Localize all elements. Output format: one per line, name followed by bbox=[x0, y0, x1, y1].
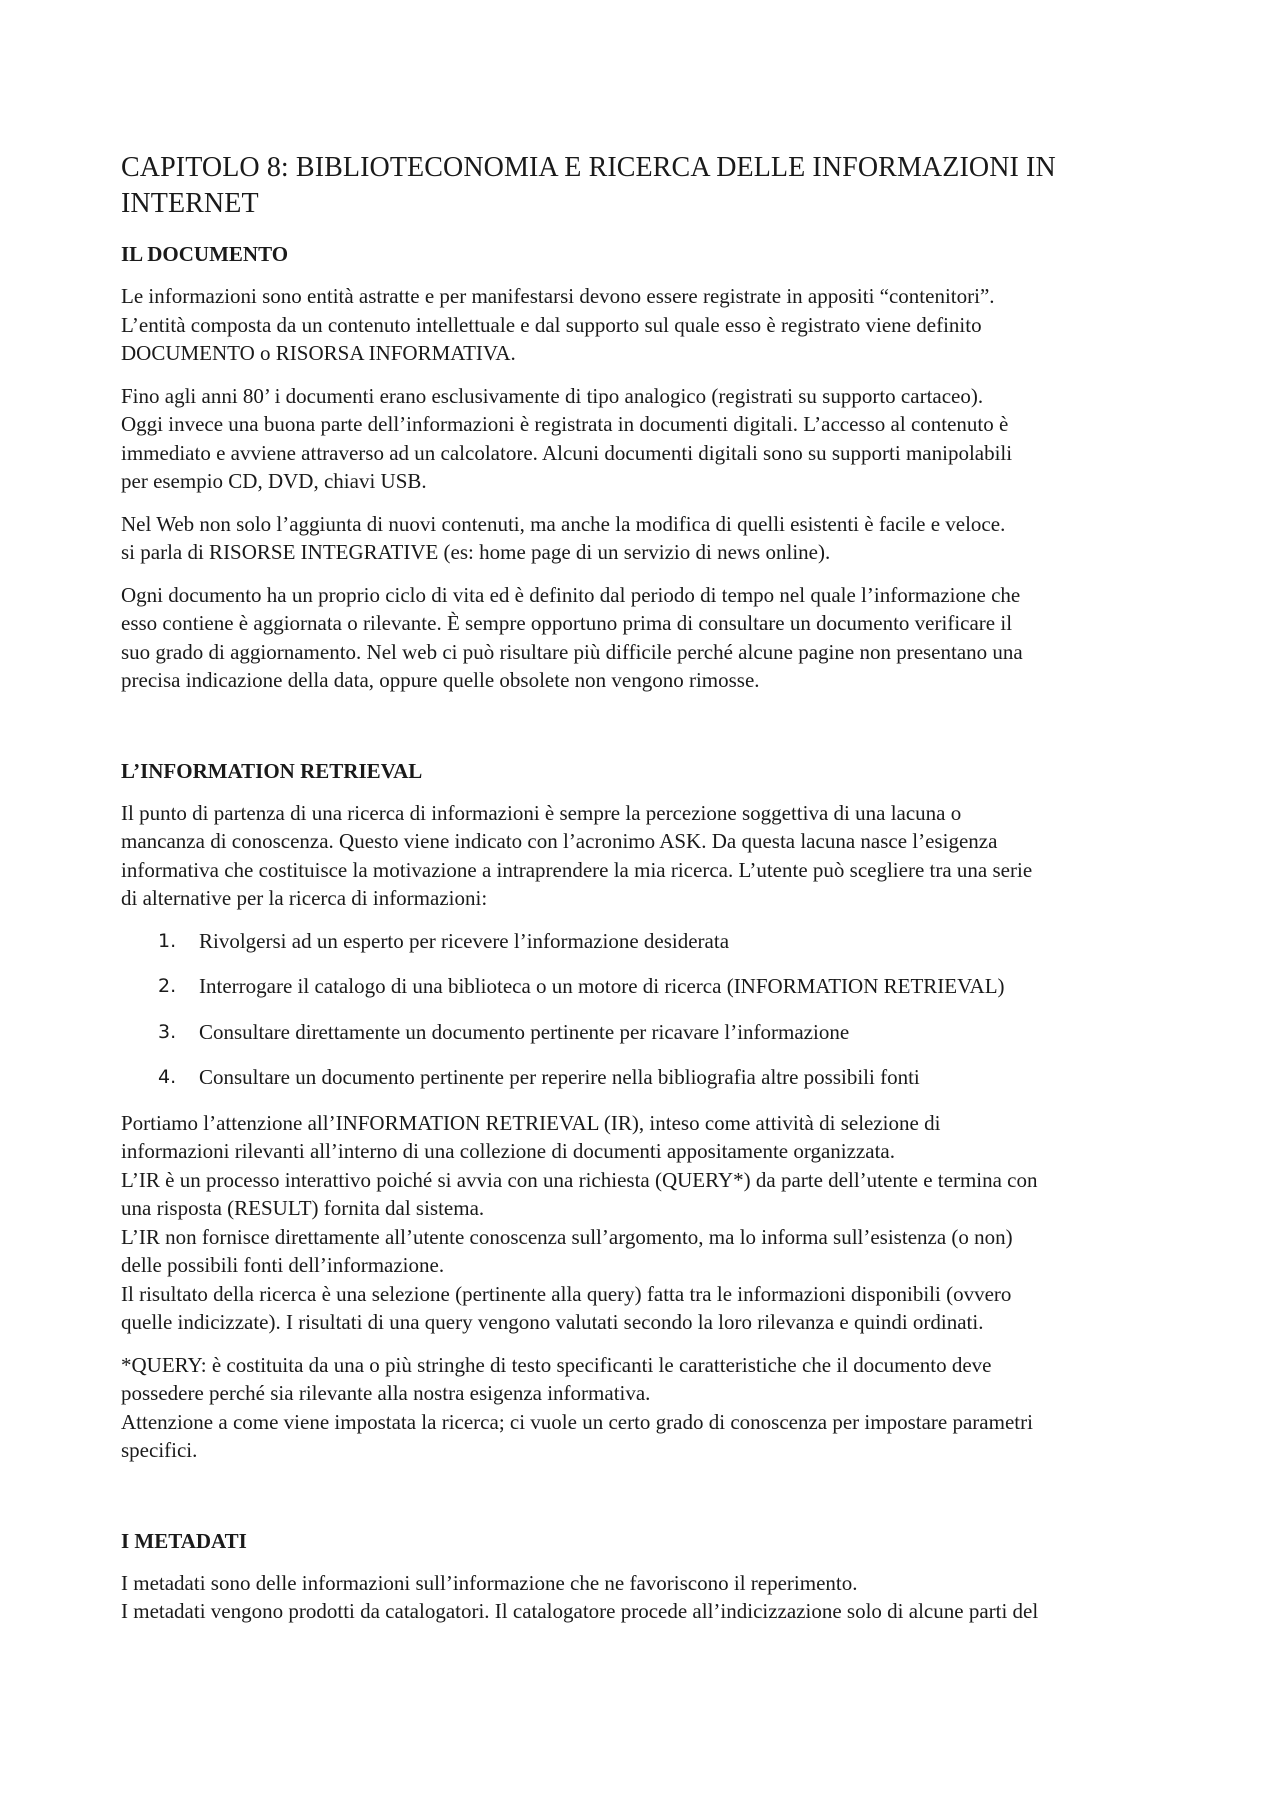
list-number: 1. bbox=[158, 929, 177, 952]
text-line: di alternative per la ricerca di informazioni: bbox=[121, 886, 488, 910]
paragraph bbox=[121, 282, 1181, 368]
section-heading-metadati: I METADATI bbox=[121, 1528, 247, 1553]
document-page bbox=[121, 150, 1181, 1640]
text-line: Nel Web non solo l’aggiunta di nuovi contenuti, ma anche la modifica di quelli esistenti è facile e veloce. bbox=[121, 511, 1006, 536]
text-line: possedere perché sia rilevante alla nostra esigenza informativa. bbox=[121, 1381, 651, 1405]
text-line: I metadati vengono prodotti da catalogatori. Il catalogatore procede all’indicizzazione solo di alcune parti del bbox=[121, 1599, 1039, 1623]
list-item bbox=[121, 1063, 1181, 1092]
text-line: per esempio CD, DVD, chiavi USB. bbox=[121, 469, 427, 493]
list-item bbox=[121, 972, 1181, 1001]
text-line: esso contiene è aggiornata o rilevante. È sempre opportuno prima di consultare un documento verificare il bbox=[121, 611, 1013, 635]
text-line: quelle indicizzate). I risultati di una query vengono valutati secondo la loro rilevanza e quindi ordinati. bbox=[121, 1310, 984, 1334]
chapter-title: CAPITOLO 8: BIBLIOTECONOMIA E RICERCA DELLE INFORMAZIONI IN INTERNET bbox=[121, 152, 1056, 219]
list-number: 4. bbox=[158, 1066, 177, 1088]
text-line: L’entità composta da un contenuto intellettuale e dal supporto sul quale esso è registrato viene definito bbox=[121, 312, 982, 337]
list-number: 2. bbox=[158, 975, 177, 997]
list-item-text: Interrogare il catalogo di una biblioteca o un motore di ricerca (INFORMATION RETRIEVAL) bbox=[199, 974, 1005, 998]
text-line: Fino agli anni 80’ i documenti erano esclusivamente di tipo analogico (registrati su supporto cartaceo). bbox=[121, 383, 984, 408]
text-line: delle possibili fonti dell’informazione. bbox=[121, 1253, 445, 1277]
list-number: 3. bbox=[158, 1020, 177, 1043]
section-heading-documento: IL DOCUMENTO bbox=[121, 242, 289, 266]
text-line: L’IR non fornisce direttamente all’utente conoscenza sull’argomento, ma lo informa sull’esistenza (o non) bbox=[121, 1224, 1013, 1249]
list-item bbox=[121, 927, 1181, 956]
list-item-text: Rivolgersi ad un esperto per ricevere l’informazione desiderata bbox=[199, 928, 730, 953]
text-line: informativa che costituisce la motivazione a intraprendere la mia ricerca. L’utente può scegliere tra una serie bbox=[121, 857, 1033, 882]
text-line: Il risultato della ricerca è una selezione (pertinente alla query) fatta tra le informazioni disponibili (ovvero bbox=[121, 1281, 1012, 1306]
list-item-text: Consultare direttamente un documento pertinente per ricavare l’informazione bbox=[199, 1019, 850, 1044]
text-line: suo grado di aggiornamento. Nel web ci può risultare più difficile perché alcune pagine non presentano una bbox=[121, 639, 1023, 664]
text-line: I metadati sono delle informazioni sull’informazione che ne favoriscono il reperimento. bbox=[121, 1570, 858, 1595]
text-line: Portiamo l’attenzione all’INFORMATION RETRIEVAL (IR), inteso come attività di selezione di bbox=[121, 1110, 941, 1135]
text-line: Attenzione a come viene impostata la ricerca; ci vuole un certo grado di conoscenza per impostare parametri bbox=[121, 1409, 1033, 1434]
paragraph bbox=[121, 1109, 1181, 1337]
text-line: Le informazioni sono entità astratte e per manifestarsi devono essere registrate in appositi “contenitori”. bbox=[121, 284, 995, 308]
text-line: DOCUMENTO o RISORSA INFORMATIVA. bbox=[121, 341, 516, 365]
text-line: Ogni documento ha un proprio ciclo di vita ed è definito dal periodo di tempo nel quale l’informazione che bbox=[121, 582, 1021, 607]
paragraph bbox=[121, 382, 1181, 496]
text-line: si parla di RISORSE INTEGRATIVE (es: home page di un servizio di news online). bbox=[121, 540, 831, 564]
text-line: mancanza di conoscenza. Questo viene indicato con l’acronimo ASK. Da questa lacuna nasce l’esigenza bbox=[121, 829, 998, 853]
text-line: Oggi invece una buona parte dell’informazioni è registrata in documenti digitali. L’accesso al contenuto è bbox=[121, 412, 1009, 436]
alternatives-list bbox=[121, 927, 1181, 1092]
paragraph bbox=[121, 510, 1181, 567]
paragraph bbox=[121, 1569, 1181, 1626]
paragraph bbox=[121, 799, 1181, 913]
text-line: *QUERY: è costituita da una o più stringhe di testo specificanti le caratteristiche che il documento deve bbox=[121, 1352, 992, 1377]
paragraph bbox=[121, 581, 1181, 695]
text-line: informazioni rilevanti all’interno di una collezione di documenti appositamente organizzata. bbox=[121, 1139, 896, 1163]
text-line: immediato e avviene attraverso ad un calcolatore. Alcuni documenti digitali sono su supporti manipolabili bbox=[121, 440, 1013, 465]
text-line: precisa indicazione della data, oppure quelle obsolete non vengono rimosse. bbox=[121, 668, 760, 692]
text-line: Il punto di partenza di una ricerca di informazioni è sempre la percezione soggettiva di una lacuna o bbox=[121, 800, 962, 825]
query-note bbox=[121, 1351, 1181, 1465]
text-line: L’IR è un processo interattivo poiché si avvia con una richiesta (QUERY*) da parte dell’utente e termina con bbox=[121, 1167, 1038, 1192]
text-line: specifici. bbox=[121, 1438, 198, 1462]
section-heading-information-retrieval: L’INFORMATION RETRIEVAL bbox=[121, 758, 423, 783]
spacer bbox=[121, 1479, 1181, 1527]
text-line: una risposta (RESULT) fornita dal sistema. bbox=[121, 1196, 485, 1220]
spacer bbox=[121, 709, 1181, 757]
list-item bbox=[121, 1018, 1181, 1047]
list-item-text: Consultare un documento pertinente per reperire nella bibliografia altre possibili fonti bbox=[199, 1065, 920, 1089]
